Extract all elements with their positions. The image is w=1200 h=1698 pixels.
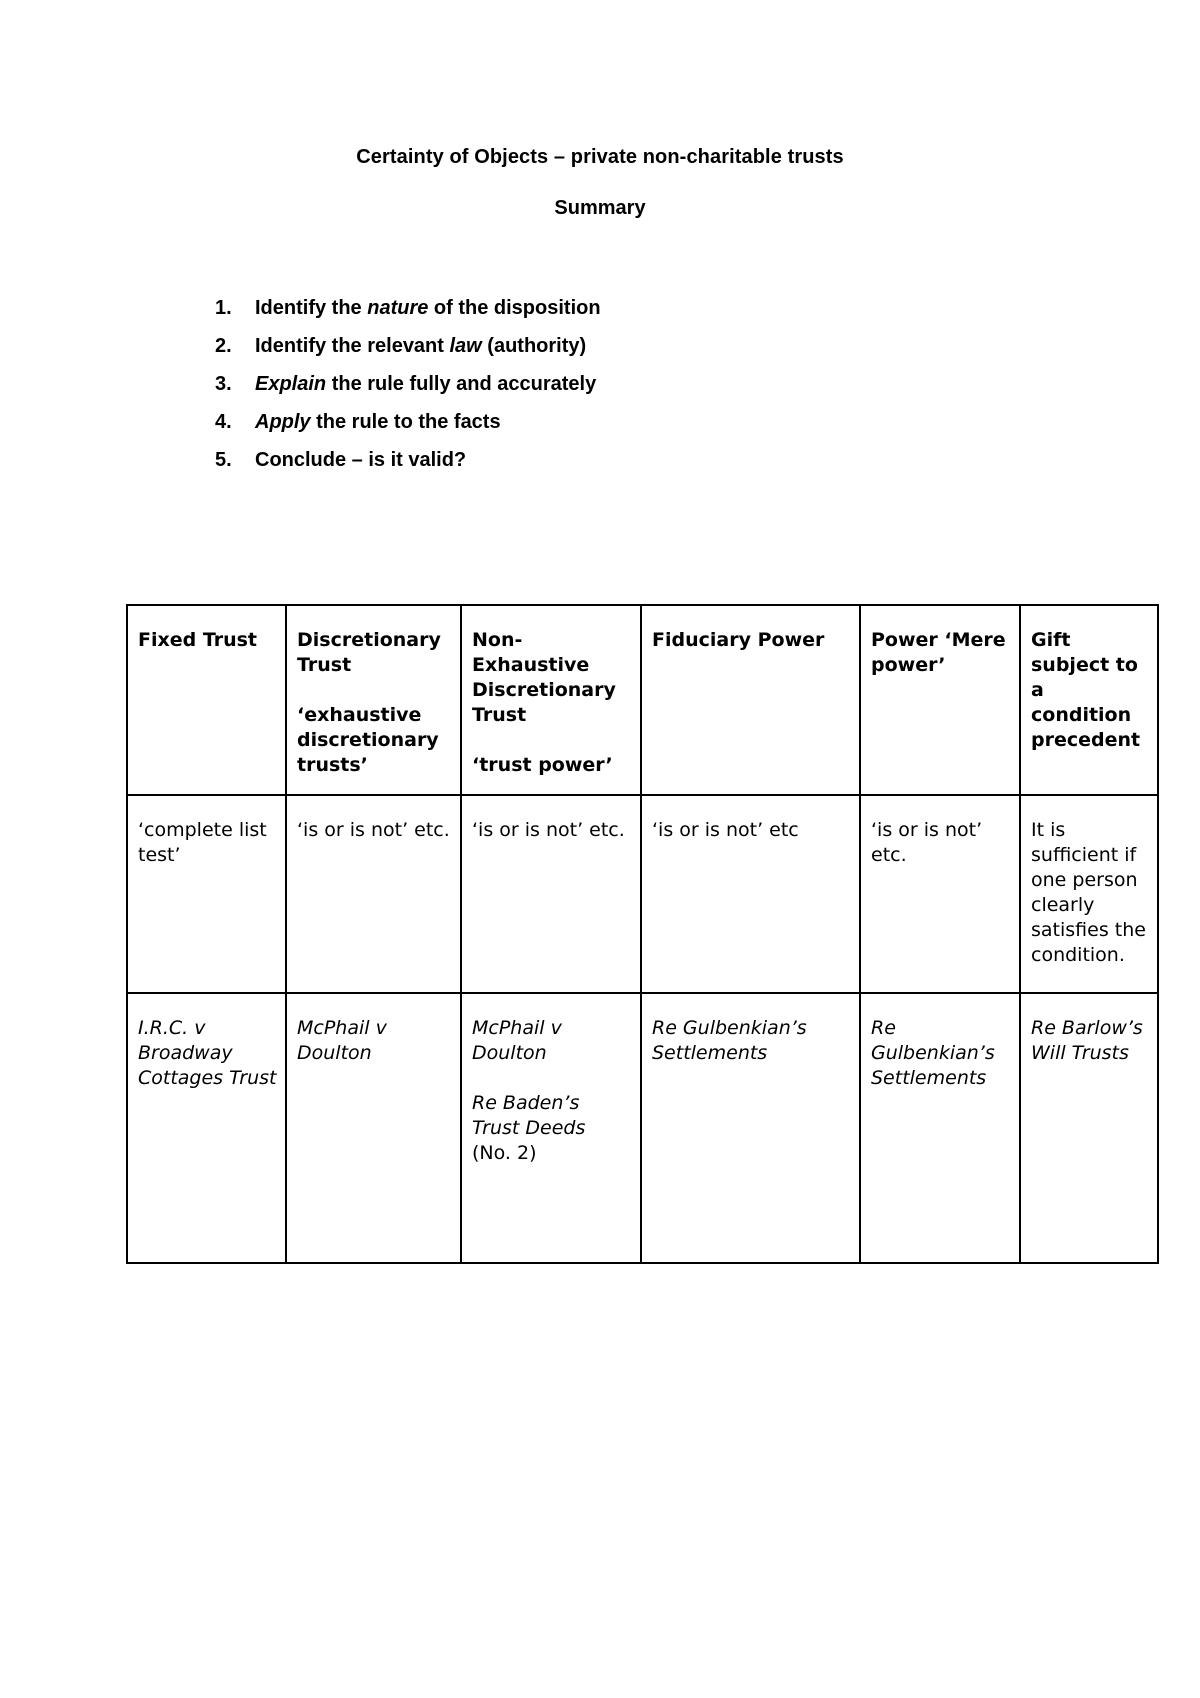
- header-title: Gift subject to a condition precedent: [1031, 629, 1141, 751]
- case-name: McPhail v Doulton: [297, 1017, 387, 1064]
- document-subtitle: Summary: [554, 197, 646, 219]
- header-cell: [641, 605, 860, 795]
- step-number: 5.: [215, 449, 232, 471]
- header-cell: [461, 605, 641, 795]
- step-number: 2.: [215, 335, 232, 357]
- list-item: [215, 335, 601, 373]
- test-cell: ‘is or is not’ etc.: [860, 795, 1020, 993]
- header-subtitle: ‘trust power’: [472, 754, 613, 776]
- header-title: Fiduciary Power: [652, 629, 825, 651]
- header-title: Non-Exhaustive Discretionary Trust: [472, 629, 616, 726]
- step-text: Conclude – is it valid?: [255, 449, 467, 471]
- list-item: [215, 411, 601, 449]
- test-cell: ‘complete list test’: [127, 795, 286, 993]
- test-cell: It is sufficient if one person clearly satisfies the condition.: [1020, 795, 1158, 993]
- table-header-row: [127, 605, 1158, 795]
- table-row: [127, 795, 1158, 993]
- case-name: Re Gulbenkian’s Settlements: [871, 1017, 995, 1089]
- case-cell: [127, 993, 286, 1263]
- case-cell: [461, 993, 641, 1263]
- step-text: the rule to the facts: [310, 411, 501, 433]
- case-cell: [286, 993, 461, 1263]
- step-text: the rule fully and accurately: [326, 373, 597, 395]
- list-item: [215, 449, 601, 487]
- document-title: Certainty of Objects – private non-charitable trusts: [356, 146, 844, 168]
- case-name: Re Gulbenkian’s Settlements: [652, 1017, 807, 1064]
- case-cell: [1020, 993, 1158, 1263]
- step-emphasis: Apply: [255, 411, 311, 433]
- header-subtitle: ‘exhaustive discretionary trusts’: [297, 704, 439, 776]
- test-cell: ‘is or is not’ etc.: [286, 795, 461, 993]
- header-title: Fixed Trust: [138, 629, 258, 651]
- header-cell: [127, 605, 286, 795]
- case-reference: (No. 2): [472, 1142, 537, 1164]
- header-title: Power ‘Mere power’: [871, 629, 1006, 676]
- header-cell: [1020, 605, 1158, 795]
- step-number: 4.: [215, 411, 232, 433]
- case-name: Re Baden’s Trust Deeds: [472, 1092, 586, 1139]
- step-text: of the disposition: [428, 297, 601, 319]
- table-row: [127, 993, 1158, 1263]
- summary-table: [126, 604, 1159, 1264]
- step-emphasis: law: [449, 335, 482, 357]
- list-item: [215, 297, 601, 335]
- case-name: Re Barlow’s Will Trusts: [1031, 1017, 1143, 1064]
- test-cell: ‘is or is not’ etc.: [461, 795, 641, 993]
- step-emphasis: nature: [367, 297, 429, 319]
- step-text: (authority): [481, 335, 587, 357]
- header-cell: [860, 605, 1020, 795]
- header-title: Discretionary Trust: [297, 629, 441, 676]
- step-emphasis: Explain: [255, 373, 327, 395]
- case-cell: [641, 993, 860, 1263]
- steps-list: [215, 297, 601, 487]
- step-number: 3.: [215, 373, 232, 395]
- header-cell: [286, 605, 461, 795]
- case-cell: [860, 993, 1020, 1263]
- step-number: 1.: [215, 297, 232, 319]
- step-text: Identify the: [255, 297, 368, 319]
- step-text: Identify the relevant: [255, 335, 450, 357]
- case-name: McPhail v Doulton: [472, 1017, 562, 1064]
- test-cell: ‘is or is not’ etc: [641, 795, 860, 993]
- list-item: [215, 373, 601, 411]
- case-name: I.R.C. v Broadway Cottages Trust: [138, 1017, 277, 1089]
